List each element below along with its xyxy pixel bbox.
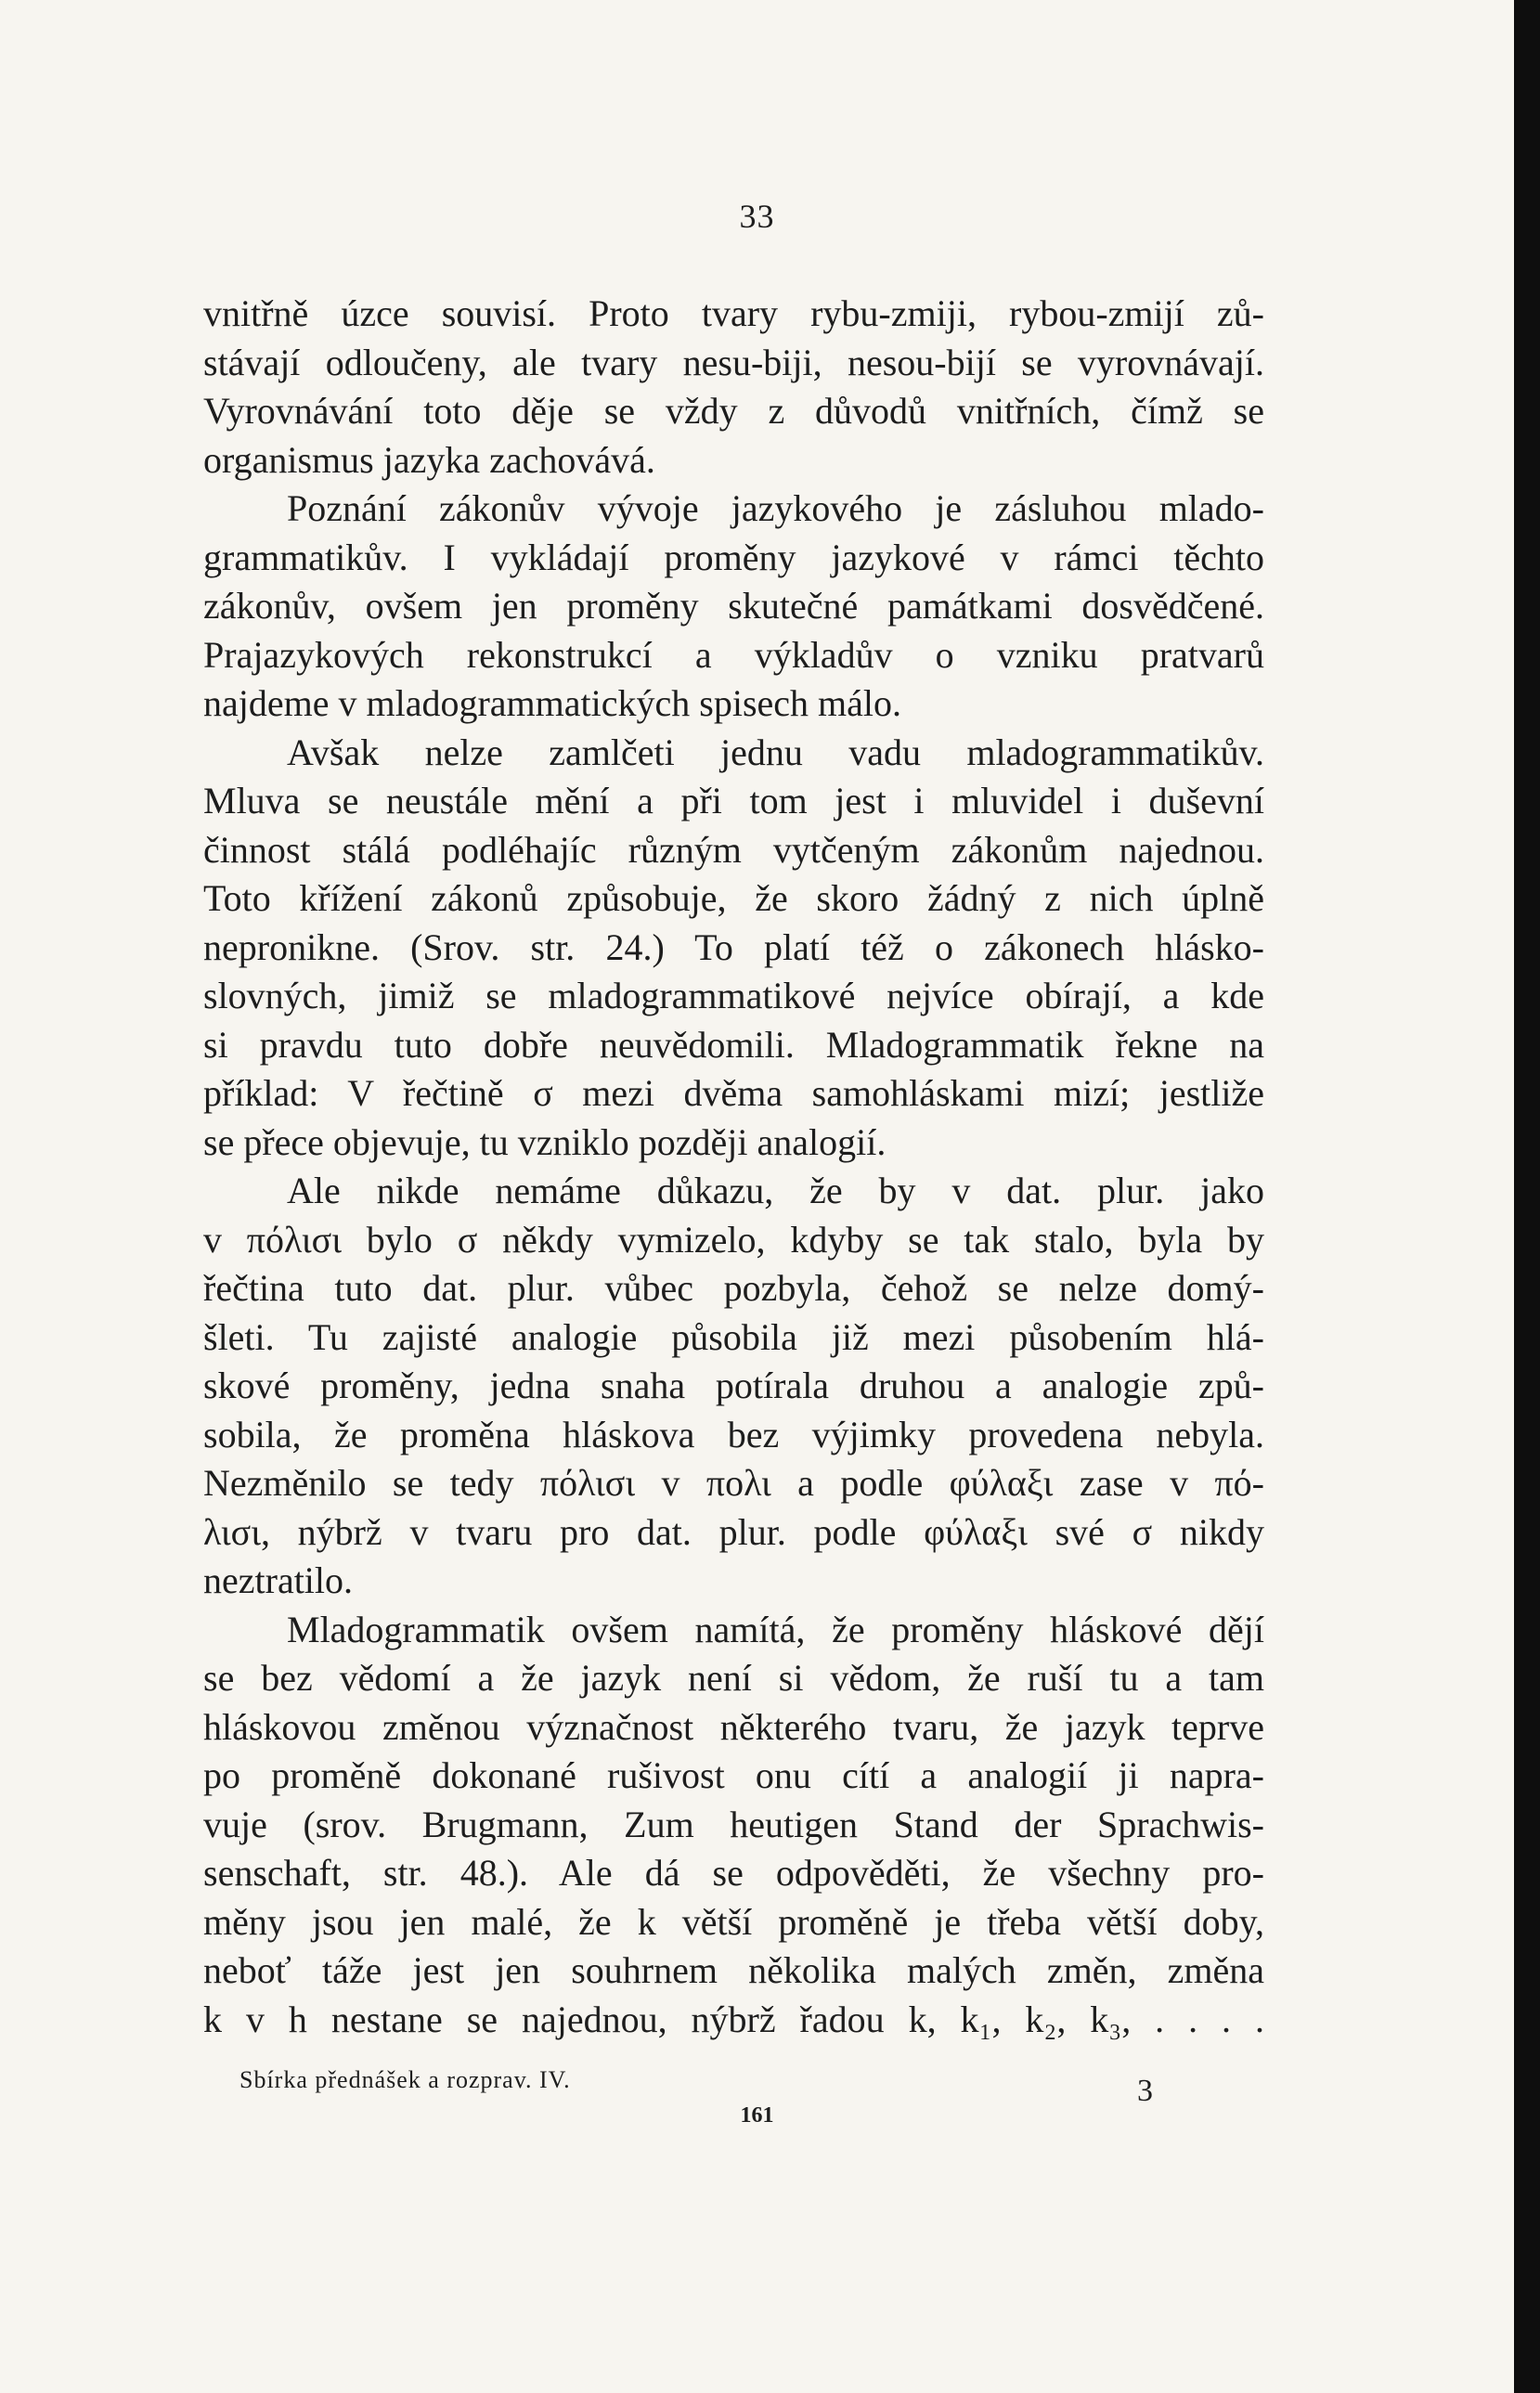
printer-signature: 161 xyxy=(740,2103,774,2128)
text-line: činnost stálá podléhajíc různým vytčeným zákonům najednou. xyxy=(203,828,1264,871)
text-line: příklad: V řečtině σ mezi dvěma samohláskami mizí; jestliže xyxy=(203,1072,1264,1114)
paragraph-first-line: Mladogrammatik ovšem namítá, že proměny hláskové dějí xyxy=(287,1608,1264,1650)
text-line: λισι, nýbrž v tvaru pro dat. plur. podle φύλαξι své σ nikdy xyxy=(203,1510,1264,1553)
text-line: organismus jazyka zachovává. xyxy=(203,438,655,481)
text-line: řečtina tuto dat. plur. vůbec pozbyla, čehož se nelze domý- xyxy=(203,1267,1264,1309)
footer-series-title: Sbírka přednášek a rozprav. IV. xyxy=(239,2066,571,2093)
text-line: skové proměny, jedna snaha potírala druhou a analogie způ- xyxy=(203,1365,1264,1406)
text-line: Mluva se neustále mění a při tom jest i mluvidel i duševní xyxy=(203,780,1264,821)
scan-border xyxy=(1514,0,1540,2393)
text-line: grammatikův. I vykládají proměny jazykové v rámci těchto xyxy=(203,536,1264,578)
text-line: vuje (srov. Brugmann, Zum heutigen Stand der Sprachwis- xyxy=(203,1803,1264,1845)
text-line: najdeme v mladogrammatických spisech málo. xyxy=(203,682,901,724)
page-number: 33 xyxy=(739,198,775,235)
footer-sheet-number: 3 xyxy=(1137,2074,1153,2108)
text-line: senschaft, str. 48.). Ale dá se odpověděti, že všechny pro- xyxy=(203,1852,1264,1894)
text-line: Toto křížení zákonů způsobuje, že skoro žádný z nich úplně xyxy=(203,877,1264,919)
text-line: hláskovou změnou význačnost některého tvaru, že jazyk teprve xyxy=(203,1705,1264,1748)
text-line: neboť táže jest jen souhrnem několika malých změn, změna xyxy=(203,1949,1264,1991)
text-line: Vyrovnávání toto děje se vždy z důvodů vnitřních, čímž se xyxy=(203,390,1264,432)
paragraph-first-line: Poznání zákonův vývoje jazykového je zásluhou mlado- xyxy=(287,487,1264,529)
text-line: měny jsou jen malé, že k větší proměně je třeba větší doby, xyxy=(203,1900,1264,1943)
text-line: stávají odloučeny, ale tvary nesu-biji, nesou-bijí se vyrovnávají. xyxy=(203,341,1264,383)
paragraph-first-line: Avšak nelze zamlčeti jednu vadu mladogrammatikův. xyxy=(287,731,1264,773)
text-line: vnitřně úzce souvisí. Proto tvary rybu-zmiji, rybou-zmijí zů- xyxy=(203,292,1264,334)
text-line: neztratilo. xyxy=(203,1559,354,1601)
text-line: zákonův, ovšem jen proměny skutečné památkami dosvědčené. xyxy=(203,585,1264,627)
body-text xyxy=(203,290,1264,2044)
text-line: k v h nestane se najednou, nýbrž řadou k, k₁, k₂, k₃, . . . . xyxy=(203,1998,1264,2040)
text-line: nepronikne. (Srov. str. 24.) To platí též o zákonech hlásko- xyxy=(203,925,1264,968)
text-line: se přece objevuje, tu vzniklo později analogií. xyxy=(203,1120,886,1163)
text-line: si pravdu tuto dobře neuvědomili. Mladogrammatik řekne na xyxy=(203,1023,1264,1066)
text-line: se bez vědomí a že jazyk není si vědom, že ruší tu a tam xyxy=(203,1657,1264,1699)
paragraph-first-line: Ale nikde nemáme důkazu, že by v dat. plur. jako xyxy=(287,1170,1264,1211)
text-line: v πόλισι bylo σ někdy vymizelo, kdyby se tak stalo, byla by xyxy=(203,1218,1264,1261)
text-line: po proměně dokonané rušivost onu cítí a analogií ji napra- xyxy=(203,1754,1264,1796)
text-line: Nezměnilo se tedy πόλισι v πολι a podle φύλαξι zase v πό- xyxy=(203,1462,1264,1504)
text-line: slovných, jimiž se mladogrammatikové nejvíce obírají, a kde xyxy=(203,975,1264,1016)
text-line: šleti. Tu zajisté analogie působila již mezi působením hlá- xyxy=(203,1315,1264,1358)
text-line: sobila, že proměna hláskova bez výjimky provedena nebyla. xyxy=(203,1413,1264,1455)
text-line: Prajazykových rekonstrukcí a výkladův o vzniku pratvarů xyxy=(203,633,1264,676)
